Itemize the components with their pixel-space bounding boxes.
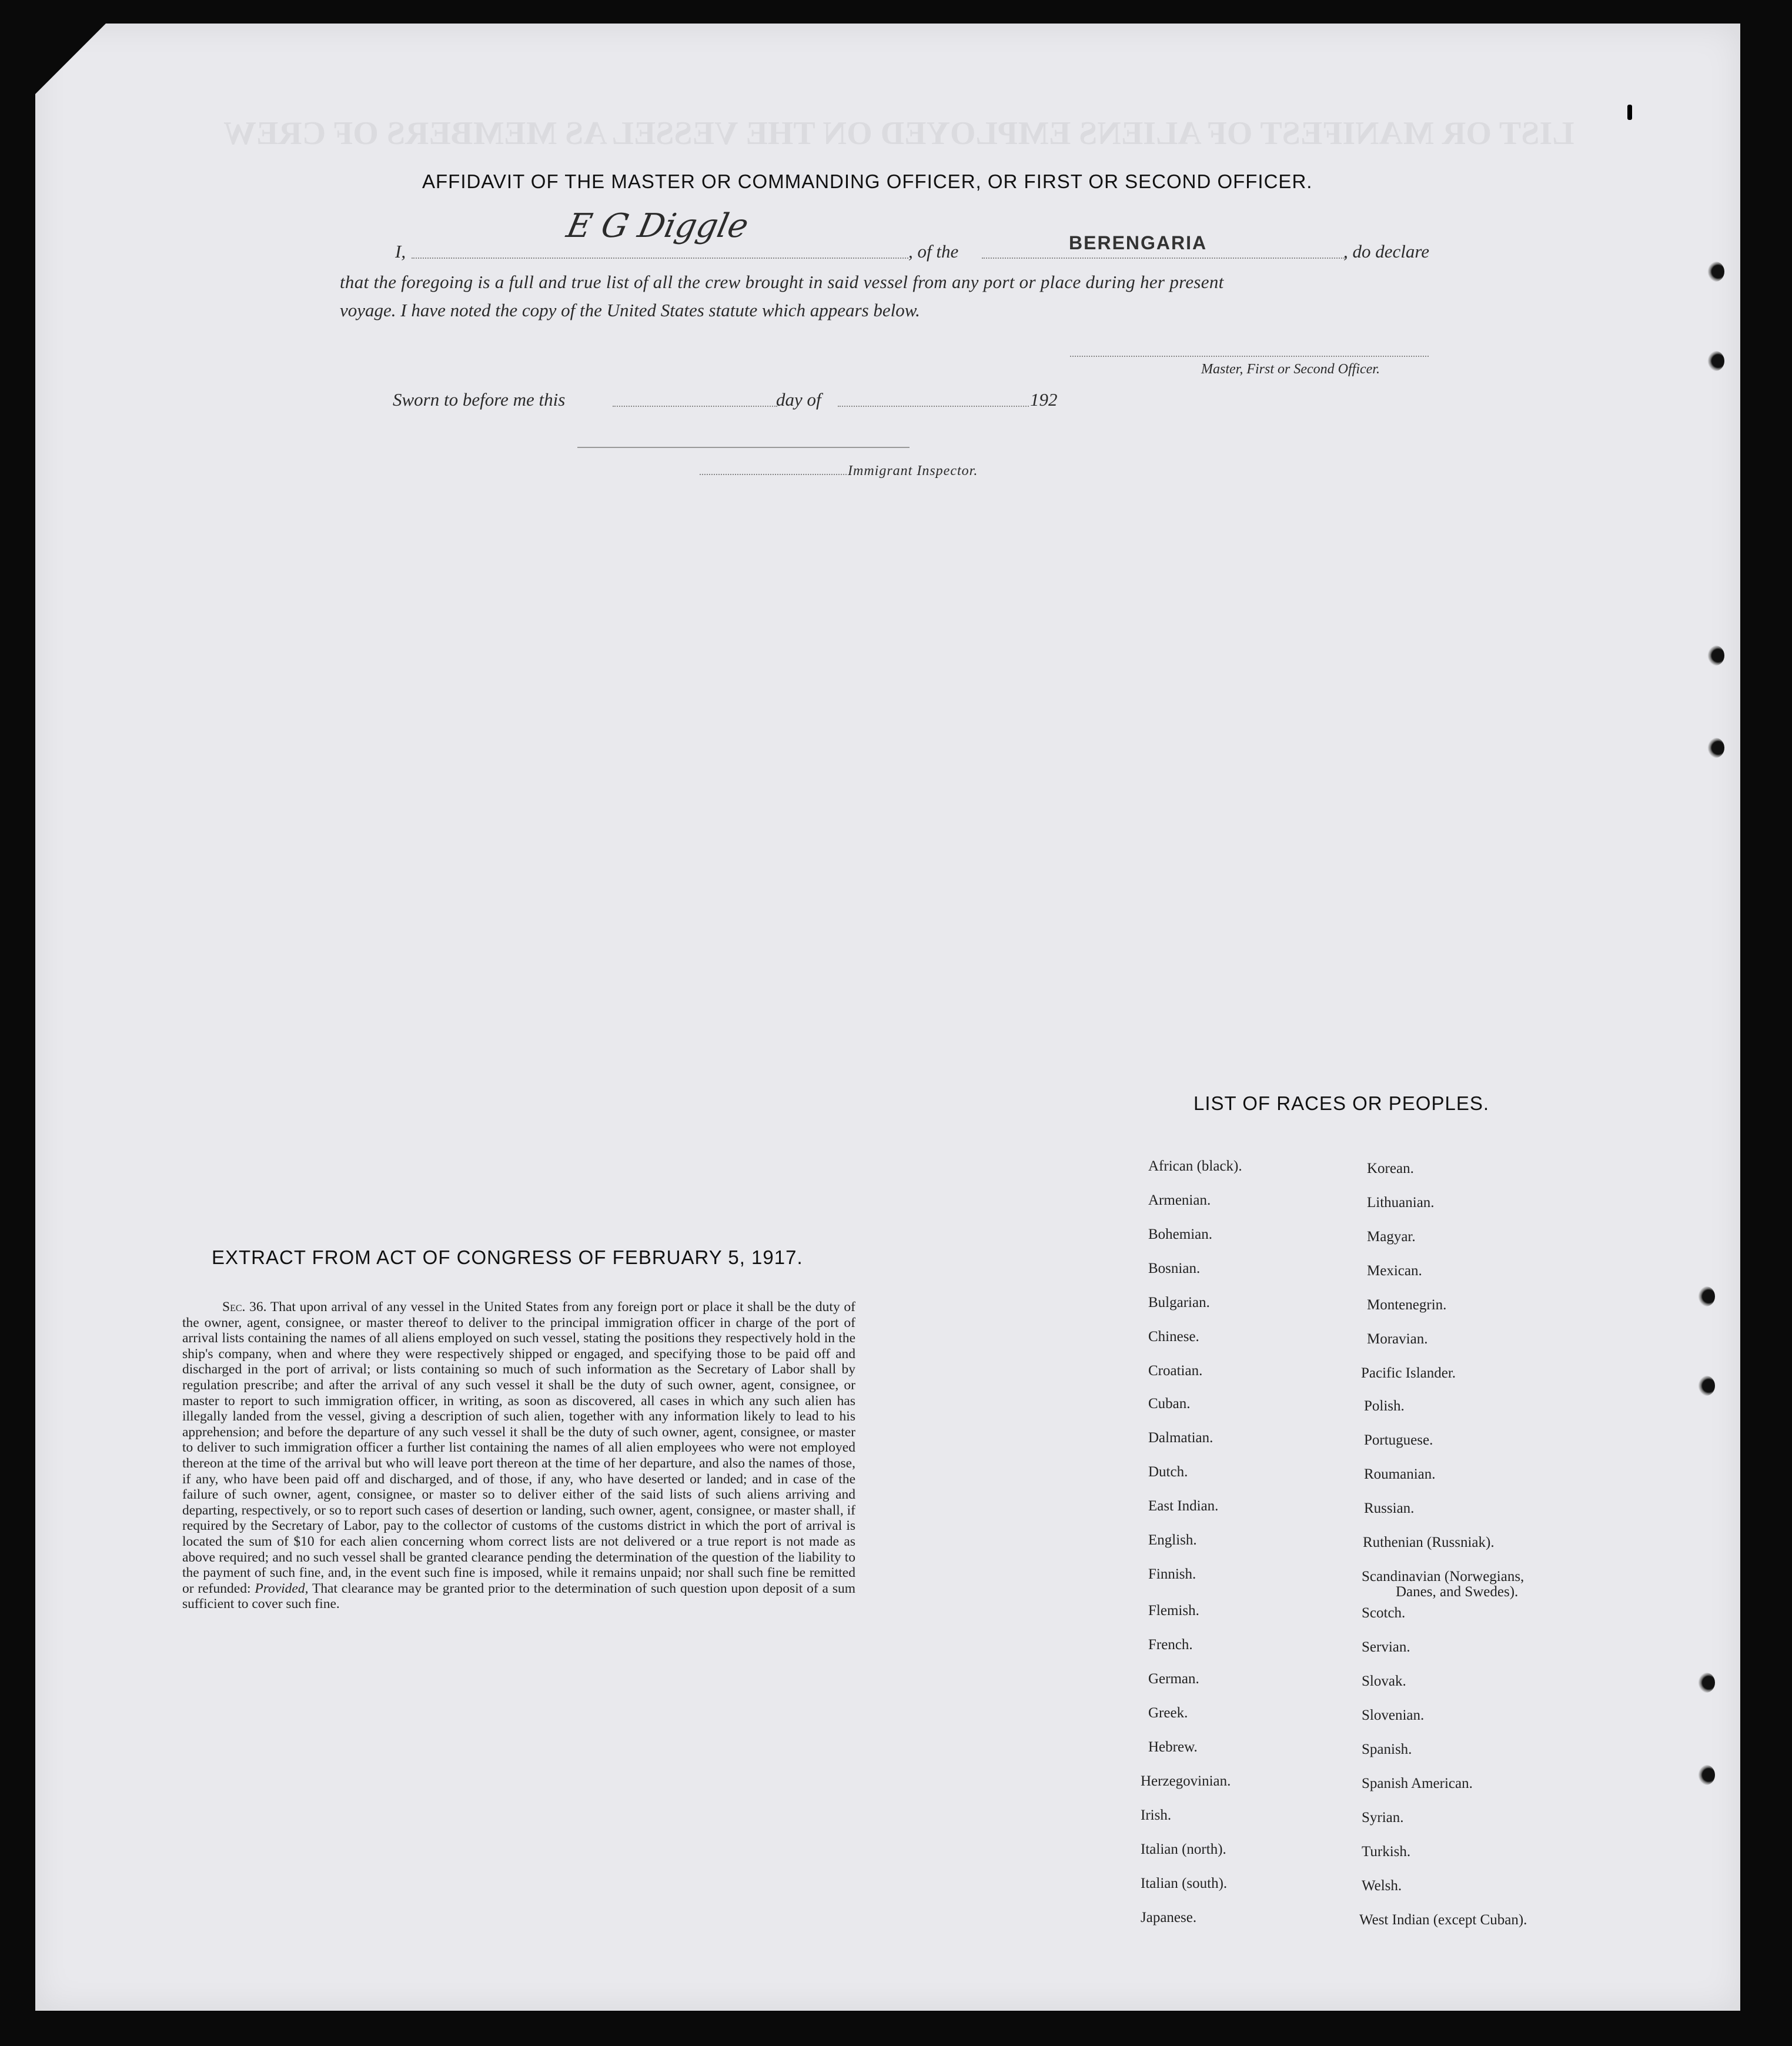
race-entry: English. — [1148, 1532, 1197, 1548]
master-caption: Master, First or Second Officer. — [1201, 362, 1380, 377]
race-entry: Ruthenian (Russniak). — [1363, 1534, 1495, 1550]
race-entry: Croatian. — [1148, 1363, 1203, 1379]
sworn-day-line — [613, 406, 777, 407]
bleed-through-text: LIST OR MANIFEST OF ALIENS EMPLOYED ON THE VESSEL AS MEMBERS OF CREW — [223, 115, 1574, 152]
extract-body — [182, 1299, 855, 1612]
race-entry: Scandinavian (Norwegians, — [1362, 1569, 1524, 1584]
race-entry: Dutch. — [1148, 1464, 1188, 1480]
folded-corner — [35, 24, 106, 94]
race-entry: Chinese. — [1148, 1329, 1199, 1345]
binder-hole — [1697, 1673, 1715, 1693]
race-entry: Korean. — [1367, 1161, 1414, 1176]
race-entry: Russian. — [1364, 1500, 1415, 1516]
binder-hole — [1707, 262, 1724, 282]
race-entry: Bosnian. — [1148, 1261, 1201, 1276]
race-entry: Slovak. — [1362, 1673, 1406, 1689]
race-entry: East Indian. — [1148, 1498, 1219, 1514]
race-entry: Scotch. — [1362, 1605, 1406, 1621]
race-entry: Japanese. — [1141, 1910, 1197, 1925]
binder-hole — [1707, 646, 1724, 666]
race-entry: Bulgarian. — [1148, 1295, 1210, 1310]
race-entry: Montenegrin. — [1367, 1297, 1447, 1313]
race-entry: Spanish. — [1362, 1741, 1412, 1757]
master-signature-line — [1070, 356, 1429, 357]
race-entry: Syrian. — [1362, 1810, 1404, 1826]
race-entry: Greek. — [1148, 1705, 1188, 1721]
binder-hole — [1697, 1286, 1715, 1306]
race-entry: Herzegovinian. — [1141, 1773, 1231, 1789]
ink-mark — [1627, 105, 1632, 120]
race-entry: Hebrew. — [1148, 1739, 1198, 1755]
race-entry: Mexican. — [1367, 1263, 1422, 1279]
race-entry: French. — [1148, 1637, 1193, 1653]
document-page — [35, 24, 1740, 2011]
race-entry: Moravian. — [1367, 1331, 1428, 1347]
extract-heading: EXTRACT FROM ACT OF CONGRESS OF FEBRUARY 5, 1917. — [212, 1246, 803, 1268]
race-entry: Cuban. — [1148, 1396, 1191, 1412]
race-entry: Slovenian. — [1362, 1707, 1425, 1723]
race-entry: Roumanian. — [1364, 1466, 1436, 1482]
race-entry: African (black). — [1148, 1158, 1242, 1174]
year-prefix: 192 — [1030, 389, 1058, 410]
binder-hole — [1707, 738, 1724, 758]
section-number: Sec. 36. — [222, 1299, 267, 1315]
provided-word: Provided, — [255, 1580, 309, 1596]
race-entry: Portuguese. — [1364, 1432, 1433, 1448]
binder-hole — [1697, 1765, 1715, 1785]
vessel-line — [982, 258, 1346, 259]
race-entry: German. — [1148, 1671, 1199, 1687]
race-entry: Polish. — [1364, 1398, 1405, 1414]
race-entry: Spanish American. — [1362, 1776, 1473, 1791]
inspector-caption: Immigrant Inspector. — [848, 463, 978, 479]
race-entry: Servian. — [1362, 1639, 1410, 1655]
i-label: I, — [395, 241, 406, 262]
binder-hole — [1707, 351, 1724, 371]
race-entry: Bohemian. — [1148, 1226, 1213, 1242]
race-entry: Dalmatian. — [1148, 1430, 1213, 1446]
race-entry: Finnish. — [1148, 1566, 1196, 1582]
extract-text-end: That clearance may be granted prior to the determination of such question upon deposit of a sum sufficient to cover such fine. — [182, 1580, 856, 1612]
race-entry: West Indian (except Cuban). — [1359, 1912, 1527, 1928]
vessel-name-stamp: BERENGARIA — [1069, 232, 1208, 253]
race-entry: Italian (north). — [1141, 1841, 1226, 1857]
signer-line — [412, 258, 908, 259]
affidavit-line-2: that the foregoing is a full and true list of all the crew brought in said vessel from any port or place during her present — [340, 272, 1224, 292]
race-entry: Irish. — [1141, 1807, 1172, 1823]
race-entry: Flemish. — [1148, 1603, 1199, 1619]
race-entry: Lithuanian. — [1367, 1195, 1435, 1211]
races-heading: LIST OF RACES OR PEOPLES. — [1193, 1092, 1490, 1114]
of-the-label: , of the — [908, 241, 959, 262]
affidavit-line-3: voyage. I have noted the copy of the United States statute which appears below. — [340, 300, 920, 320]
inspector-signature-line — [577, 447, 910, 448]
extract-text: That upon arrival of any vessel in the United States from any foreign port or place it shall be the duty of the owner, agent, consignee, or master thereof to deliver to the principal immigration officer in charge of the port of arrival lists containing the names of all aliens employed on such vessel, stating the positions they respectively hold in the ship's company, when and where they were respectively shipped or engaged, and specifying those to be paid off and discharged in the port of arrival; or lists containing so much of such information as the Secretary of Labor shall by regulation prescribe; and after the arrival of any such vessel it shall be the duty of such owner, agent, consignee, or master to report to such immigration officer, in writing, as soon as discovered, all cases in which any such alien has illegally landed from the vessel, giving a description of such alien, together with any information likely to lead to his apprehension; and before the departure of any such vessel it shall be the duty of such owner, agent, consignee, or master to deliver to such immigration officer a further list containing the names of all alien employees who were not employed thereon at the time of the arrival but who will leave port thereon at the time of her departure, and also the names of those, if any, who have been paid off and discharged, and of those, if any, who have deserted or landed; and in case of the failure of such owner, agent, consignee, or master so to deliver either of the said lists of such aliens arriving and departing, respectively, or so to report such cases of desertion or landing, such owner, agent, consignee, or master shall, if required by the Secretary of Labor, pay to the collector of customs of the customs district in which the port of arrival is located the sum of $10 for each alien concerning whom correct lists are not delivered or a true report is not made as above required; and no such vessel shall be granted clearance pending the determination of the question of the liability to the payment of such fine, and, in the event such fine is imposed, while it remains unpaid; nor shall such fine be remitted or refunded: — [182, 1299, 856, 1596]
binder-hole — [1697, 1376, 1715, 1396]
day-of-label: day of — [776, 389, 821, 410]
race-entry: Turkish. — [1362, 1844, 1411, 1860]
race-entry: Italian (south). — [1141, 1876, 1228, 1891]
race-entry: Welsh. — [1362, 1878, 1402, 1894]
race-entry: Magyar. — [1367, 1229, 1416, 1245]
sworn-label: Sworn to before me this — [393, 389, 566, 410]
sworn-month-line — [838, 406, 1029, 407]
affidavit-heading: AFFIDAVIT OF THE MASTER OR COMMANDING OFFICER, OR FIRST OR SECOND OFFICER. — [422, 170, 1313, 192]
race-entry: Pacific Islander. — [1361, 1365, 1456, 1381]
race-entry: Armenian. — [1148, 1192, 1211, 1208]
do-declare-label: , do declare — [1343, 241, 1430, 262]
race-entry: Danes, and Swedes). — [1396, 1584, 1519, 1600]
signer-signature: E G Diggle — [563, 207, 752, 245]
inspector-dotted-line — [700, 474, 847, 475]
